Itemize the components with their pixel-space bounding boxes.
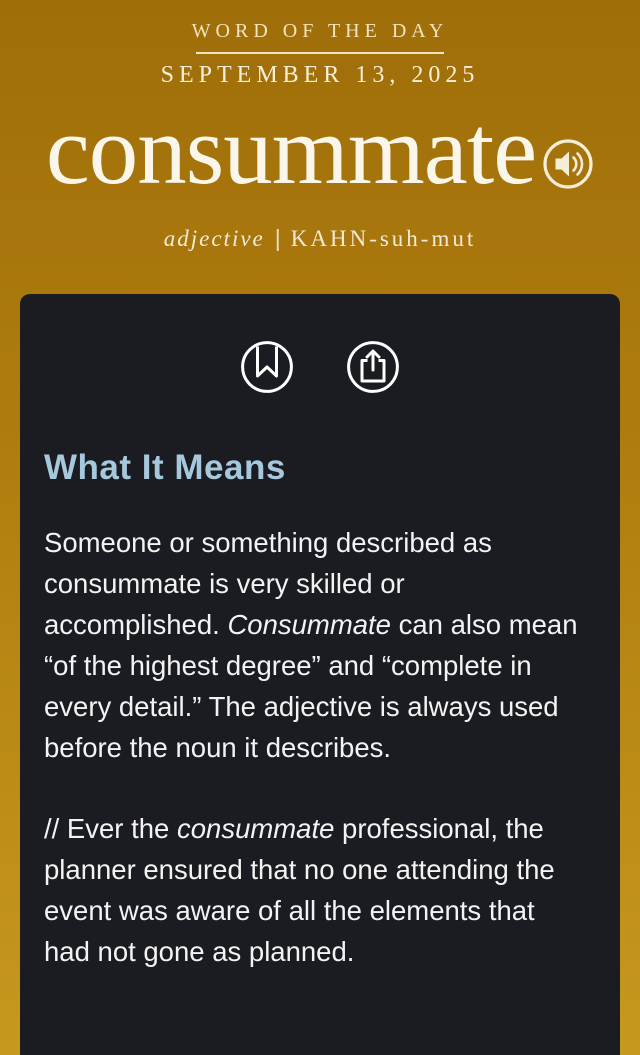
pronunciation-label: KAHN-suh-mut xyxy=(290,226,477,251)
share-button[interactable] xyxy=(346,340,400,394)
example-sentence xyxy=(44,808,580,972)
part-of-speech-label: adjective xyxy=(163,226,265,251)
example-part2: professional, the planner ensured that no one attending the event was aware of all the elements that had not gone as planned. xyxy=(44,813,555,967)
definition-part2: can also mean “of the highest degree” and “complete in every detail.” The adjective is always used before the noun it describes. xyxy=(44,609,578,763)
definition-card xyxy=(20,294,620,1055)
card-action-bar xyxy=(44,340,596,394)
speaker-icon xyxy=(542,178,594,193)
word-row xyxy=(0,91,640,209)
bookmark-button[interactable] xyxy=(240,340,294,394)
definition-italic-word: Consummate xyxy=(227,609,391,640)
part-of-speech-pronunciation xyxy=(0,225,640,252)
header-divider-rule xyxy=(196,52,444,54)
pronunciation-divider: | xyxy=(274,225,281,251)
section-title: What It Means xyxy=(44,448,286,487)
example-part1: // Ever the xyxy=(44,813,177,844)
date-label: SEPTEMBER 13, 2025 xyxy=(160,62,480,88)
golden-header xyxy=(0,0,640,252)
definition-part1: Someone or something described as consummate is very skilled or accomplished. xyxy=(44,527,492,640)
example-italic-word: consummate xyxy=(176,813,335,844)
bookmark-icon xyxy=(240,382,294,397)
pronunciation-audio-button[interactable] xyxy=(542,138,594,190)
share-icon xyxy=(346,382,400,397)
word-headline: consummate xyxy=(45,95,537,205)
definition-text xyxy=(44,522,580,768)
kicker-title: WORD OF THE DAY xyxy=(191,20,449,42)
